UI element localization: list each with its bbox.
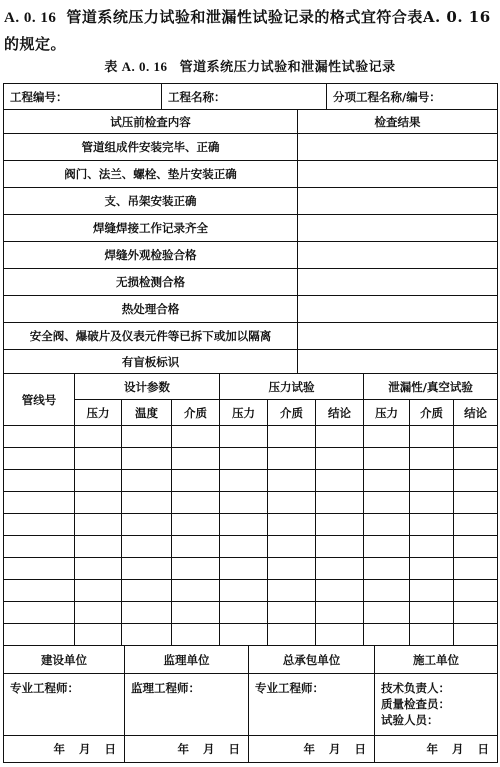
design-params-header: 设计参数 <box>75 374 220 400</box>
data-cell[interactable] <box>410 558 454 580</box>
data-cell[interactable] <box>268 426 316 448</box>
data-cell[interactable] <box>220 602 268 624</box>
data-cell[interactable] <box>122 470 172 492</box>
data-cell[interactable] <box>316 624 364 646</box>
data-cell[interactable] <box>220 558 268 580</box>
line-no-cell[interactable] <box>4 514 75 536</box>
data-cell[interactable] <box>316 470 364 492</box>
design-pressure-header: 压力 <box>75 400 122 426</box>
table-row <box>4 426 498 448</box>
leak-conclusion-header: 结论 <box>454 400 498 426</box>
data-cell[interactable] <box>122 448 172 470</box>
table-number: 表 A. 0. 16 <box>104 59 168 74</box>
precheck-item: 管道组成件安装完毕、正确 <box>4 134 298 161</box>
data-cell[interactable] <box>268 514 316 536</box>
date-line[interactable]: 年 月 日 <box>125 736 249 763</box>
data-cell[interactable] <box>75 426 122 448</box>
data-cell[interactable] <box>122 492 172 514</box>
tech-lead-field: 技术负责人： <box>381 681 450 695</box>
data-cell[interactable] <box>172 580 220 602</box>
data-cell[interactable] <box>122 624 172 646</box>
data-cell[interactable] <box>268 448 316 470</box>
table-row <box>4 602 498 624</box>
data-cell[interactable] <box>122 602 172 624</box>
intro-text: 管道系统压力试验和泄漏性试验记录的格式宜符合表A. 0. 16 的规定。 <box>4 8 491 53</box>
data-cell[interactable] <box>364 426 410 448</box>
intro-clause-number: A. 0. 16 <box>4 10 57 26</box>
data-cell[interactable] <box>172 624 220 646</box>
result-cell[interactable] <box>298 188 498 215</box>
data-cell[interactable] <box>410 426 454 448</box>
data-cell[interactable] <box>454 492 498 514</box>
data-cell[interactable] <box>454 426 498 448</box>
test-pressure-header: 压力 <box>220 400 268 426</box>
data-cell[interactable] <box>410 448 454 470</box>
table-row <box>4 492 498 514</box>
data-cell[interactable] <box>220 536 268 558</box>
data-cell[interactable] <box>172 426 220 448</box>
data-cell[interactable] <box>122 558 172 580</box>
data-cell[interactable] <box>172 448 220 470</box>
result-cell[interactable] <box>298 350 498 374</box>
owner-engineer-field[interactable]: 专业工程师： <box>4 674 125 736</box>
table-row <box>4 470 498 492</box>
data-cell[interactable] <box>316 448 364 470</box>
data-cell[interactable] <box>220 580 268 602</box>
data-cell[interactable] <box>316 514 364 536</box>
data-cell[interactable] <box>410 470 454 492</box>
date-line[interactable]: 年 月 日 <box>249 736 375 763</box>
data-cell[interactable] <box>268 536 316 558</box>
data-cell[interactable] <box>220 448 268 470</box>
precheck-item: 支、吊架安装正确 <box>4 188 298 215</box>
data-cell[interactable] <box>75 602 122 624</box>
construction-unit-label: 施工单位 <box>375 646 498 674</box>
data-cell[interactable] <box>364 558 410 580</box>
quality-inspector-field: 质量检查员： <box>381 697 450 711</box>
data-cell[interactable] <box>454 558 498 580</box>
data-cell[interactable] <box>75 514 122 536</box>
contractor-engineer-field[interactable]: 专业工程师： <box>249 674 375 736</box>
table-row <box>4 448 498 470</box>
project-no-field[interactable]: 工程编号： <box>4 84 162 110</box>
data-cell[interactable] <box>75 470 122 492</box>
precheck-item: 热处理合格 <box>4 296 298 323</box>
general-contractor-label: 总承包单位 <box>249 646 375 674</box>
table-title: 管道系统压力试验和泄漏性试验记录 <box>179 60 396 75</box>
leak-medium-header: 介质 <box>410 400 454 426</box>
date-line[interactable]: 年 月 日 <box>4 736 125 763</box>
design-medium-header: 介质 <box>172 400 220 426</box>
data-cell[interactable] <box>364 448 410 470</box>
project-name-field[interactable]: 工程名称： <box>162 84 327 110</box>
table-row <box>4 624 498 646</box>
line-no-cell[interactable] <box>4 580 75 602</box>
result-cell[interactable] <box>298 215 498 242</box>
data-cell[interactable] <box>454 514 498 536</box>
leak-test-header: 泄漏性/真空试验 <box>364 374 498 400</box>
owner-unit-label: 建设单位 <box>4 646 125 674</box>
test-medium-header: 介质 <box>268 400 316 426</box>
data-cell[interactable] <box>410 624 454 646</box>
data-cell[interactable] <box>220 492 268 514</box>
data-cell[interactable] <box>454 602 498 624</box>
precheck-item: 阀门、法兰、螺栓、垫片安装正确 <box>4 161 298 188</box>
construction-signers[interactable] <box>375 674 498 736</box>
tester-field: 试验人员： <box>381 713 439 727</box>
data-cell[interactable] <box>364 470 410 492</box>
data-cell[interactable] <box>220 470 268 492</box>
header-table <box>3 83 498 110</box>
table-row <box>4 536 498 558</box>
data-cell[interactable] <box>172 558 220 580</box>
line-no-cell[interactable] <box>4 558 75 580</box>
data-cell[interactable] <box>75 448 122 470</box>
data-cell[interactable] <box>122 514 172 536</box>
data-cell[interactable] <box>122 426 172 448</box>
data-cell[interactable] <box>364 514 410 536</box>
data-cell[interactable] <box>454 580 498 602</box>
data-cell[interactable] <box>410 602 454 624</box>
data-cell[interactable] <box>364 580 410 602</box>
precheck-table <box>3 109 498 374</box>
result-cell[interactable] <box>298 269 498 296</box>
date-line[interactable]: 年 月 日 <box>375 736 498 763</box>
data-cell[interactable] <box>172 470 220 492</box>
result-cell[interactable] <box>298 296 498 323</box>
design-temperature-header: 温度 <box>122 400 172 426</box>
data-cell[interactable] <box>454 448 498 470</box>
data-cell[interactable] <box>75 558 122 580</box>
data-cell[interactable] <box>454 624 498 646</box>
data-cell[interactable] <box>268 470 316 492</box>
data-cell[interactable] <box>316 536 364 558</box>
data-cell[interactable] <box>364 624 410 646</box>
data-cell[interactable] <box>316 426 364 448</box>
data-cell[interactable] <box>410 536 454 558</box>
result-cell[interactable] <box>298 323 498 350</box>
precheck-item: 有盲板标识 <box>4 350 298 374</box>
line-no-cell[interactable] <box>4 470 75 492</box>
line-no-cell[interactable] <box>4 448 75 470</box>
precheck-item: 无损检测合格 <box>4 269 298 296</box>
data-cell[interactable] <box>220 426 268 448</box>
line-no-cell[interactable] <box>4 426 75 448</box>
data-cell[interactable] <box>268 492 316 514</box>
data-cell[interactable] <box>268 602 316 624</box>
data-cell[interactable] <box>122 580 172 602</box>
pressure-test-header: 压力试验 <box>220 374 364 400</box>
data-cell[interactable] <box>220 514 268 536</box>
sub-project-field[interactable]: 分项工程名称/编号： <box>327 84 498 110</box>
data-cell[interactable] <box>364 536 410 558</box>
line-no-cell[interactable] <box>4 602 75 624</box>
data-cell[interactable] <box>122 536 172 558</box>
result-cell[interactable] <box>298 134 498 161</box>
data-cell[interactable] <box>75 536 122 558</box>
data-cell[interactable] <box>172 492 220 514</box>
table-row <box>4 514 498 536</box>
test-table <box>3 373 498 646</box>
line-no-header: 管线号 <box>4 374 75 426</box>
data-cell[interactable] <box>454 536 498 558</box>
data-cell[interactable] <box>268 624 316 646</box>
line-no-cell[interactable] <box>4 536 75 558</box>
data-cell[interactable] <box>75 492 122 514</box>
data-cell[interactable] <box>172 514 220 536</box>
precheck-item: 焊缝焊接工作记录齐全 <box>4 215 298 242</box>
data-cell[interactable] <box>410 580 454 602</box>
data-cell[interactable] <box>316 602 364 624</box>
precheck-heading: 试压前检查内容 <box>4 110 298 134</box>
line-no-cell[interactable] <box>4 624 75 646</box>
supervisor-engineer-field[interactable]: 监理工程师： <box>125 674 249 736</box>
table-caption <box>0 56 500 75</box>
data-cell[interactable] <box>75 624 122 646</box>
data-cell[interactable] <box>454 470 498 492</box>
supervisor-unit-label: 监理单位 <box>125 646 249 674</box>
data-cell[interactable] <box>268 558 316 580</box>
table-row <box>4 558 498 580</box>
precheck-item: 焊缝外观检验合格 <box>4 242 298 269</box>
data-cell[interactable] <box>410 492 454 514</box>
data-cell[interactable] <box>172 602 220 624</box>
data-cell[interactable] <box>410 514 454 536</box>
result-heading: 检查结果 <box>298 110 498 134</box>
leak-pressure-header: 压力 <box>364 400 410 426</box>
data-cell[interactable] <box>364 492 410 514</box>
intro-paragraph <box>4 4 496 57</box>
result-cell[interactable] <box>298 242 498 269</box>
data-cell[interactable] <box>316 492 364 514</box>
data-cell[interactable] <box>268 580 316 602</box>
line-no-cell[interactable] <box>4 492 75 514</box>
result-cell[interactable] <box>298 161 498 188</box>
test-conclusion-header: 结论 <box>316 400 364 426</box>
table-row <box>4 580 498 602</box>
signature-table <box>3 645 498 763</box>
data-cell[interactable] <box>316 558 364 580</box>
data-cell[interactable] <box>220 624 268 646</box>
precheck-item: 安全阀、爆破片及仪表元件等已拆下或加以隔离 <box>4 323 298 350</box>
data-cell[interactable] <box>316 580 364 602</box>
data-cell[interactable] <box>75 580 122 602</box>
data-cell[interactable] <box>364 602 410 624</box>
data-cell[interactable] <box>172 536 220 558</box>
